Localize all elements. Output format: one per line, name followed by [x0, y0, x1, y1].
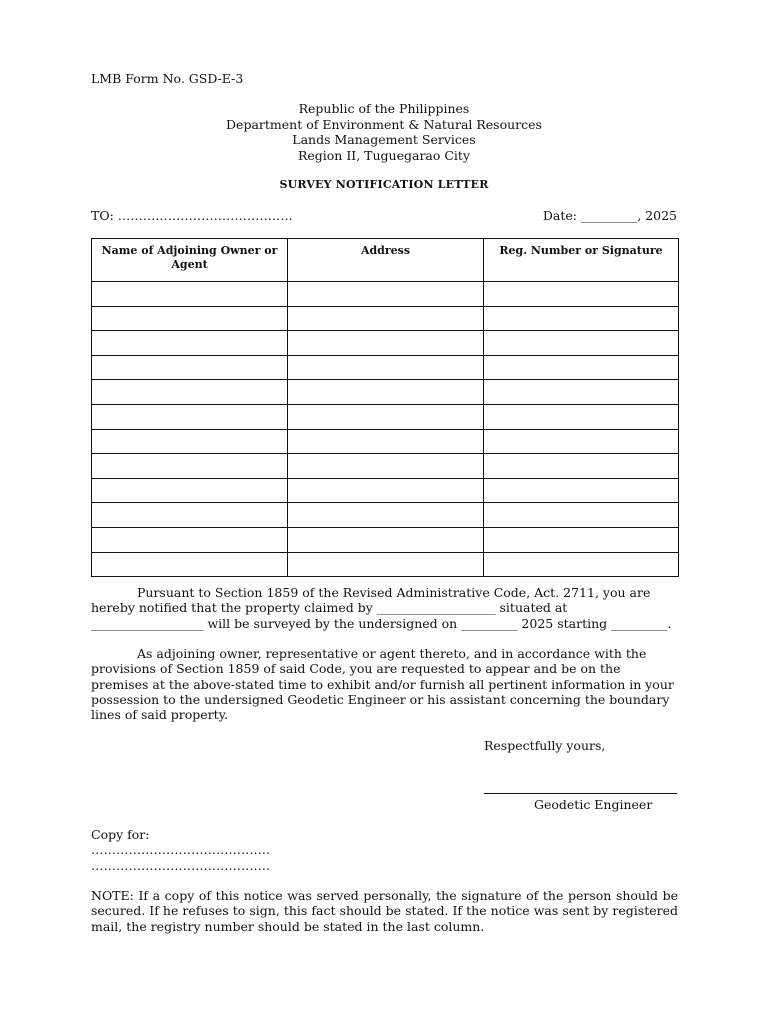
address-cell[interactable]: [288, 429, 484, 454]
signatory-title: Geodetic Engineer: [534, 797, 653, 812]
copy-for-section: [91, 827, 270, 873]
signature-cell[interactable]: [484, 527, 679, 552]
address-cell[interactable]: [288, 478, 484, 503]
signature-cell[interactable]: [484, 380, 679, 405]
name-cell[interactable]: [92, 404, 288, 429]
signature-cell[interactable]: [484, 503, 679, 528]
name-cell[interactable]: [92, 552, 288, 577]
notice-paragraph-text: Pursuant to Section 1859 of the Revised Administrative Code, Act. 2711, you are hereby notified that the property claimed by ___________________ situated at __________________ will be surveyed by the undersigned on _________ 2025 starting _________.: [91, 585, 672, 631]
table-row: [92, 503, 679, 528]
signature-cell[interactable]: [484, 355, 679, 380]
table-row: [92, 380, 679, 405]
notice-paragraph: [91, 585, 678, 631]
copy-for-line-2: …………………………………….: [91, 857, 270, 873]
table-row: [92, 429, 679, 454]
name-cell[interactable]: [92, 306, 288, 331]
header-line-republic: Republic of the Philippines: [298, 101, 470, 116]
table-row: [92, 552, 679, 577]
name-cell[interactable]: [92, 380, 288, 405]
signature-cell[interactable]: [484, 429, 679, 454]
name-cell[interactable]: [92, 355, 288, 380]
address-cell[interactable]: [288, 503, 484, 528]
signature-cell[interactable]: [484, 306, 679, 331]
column-header-name: Name of Adjoining Owner or Agent: [92, 239, 288, 282]
header-line-region: Region II, Tuguegarao City: [297, 147, 471, 163]
header-line-department: Department of Environment & Natural Resources: [226, 116, 542, 132]
column-header-address: Address: [288, 239, 484, 282]
table-row: [92, 355, 679, 380]
date-field: Date: _________, 2025: [542, 208, 677, 223]
address-cell[interactable]: [288, 331, 484, 356]
address-cell[interactable]: [288, 454, 484, 479]
name-cell[interactable]: [92, 429, 288, 454]
document-title: SURVEY NOTIFICATION LETTER: [279, 178, 489, 191]
request-paragraph: [91, 646, 678, 722]
address-cell[interactable]: [288, 306, 484, 331]
table-row: [92, 282, 679, 307]
signature-line: [484, 793, 677, 794]
address-cell[interactable]: [288, 404, 484, 429]
name-cell[interactable]: [92, 454, 288, 479]
name-cell[interactable]: [92, 282, 288, 307]
request-paragraph-text: As adjoining owner, representative or agent thereto, and in accordance with the provisions of Section 1859 of said Code, you are requested to appear and be on the premises at the above-stated time to exhibit and/or furnish all pertinent information in your possession to the undersigned Geodetic Engineer or his assistant concerning the boundary lines of said property.: [91, 646, 674, 723]
copy-for-label: Copy for:: [91, 827, 150, 842]
name-cell[interactable]: [92, 331, 288, 356]
name-cell[interactable]: [92, 478, 288, 503]
table-row: [92, 306, 679, 331]
table-row: [92, 331, 679, 356]
to-field: TO: ……………………………………: [91, 208, 293, 223]
note-paragraph: NOTE: If a copy of this notice was served personally, the signature of the person should be secured. If he refuses to sign, this fact should be stated. If the notice was sent by registered mail, the registry number should be stated in the last column.: [91, 888, 678, 934]
signature-cell[interactable]: [484, 282, 679, 307]
address-cell[interactable]: [288, 355, 484, 380]
agency-header: [0, 101, 768, 163]
address-cell[interactable]: [288, 527, 484, 552]
signature-cell[interactable]: [484, 331, 679, 356]
header-line-office: Lands Management Services: [292, 132, 476, 147]
signature-cell[interactable]: [484, 478, 679, 503]
name-cell[interactable]: [92, 527, 288, 552]
closing-salutation: Respectfully yours,: [484, 738, 606, 753]
table-row: [92, 454, 679, 479]
form-number: LMB Form No. GSD-E-3: [91, 71, 244, 86]
address-cell[interactable]: [288, 282, 484, 307]
name-cell[interactable]: [92, 503, 288, 528]
table-row: [92, 478, 679, 503]
address-cell[interactable]: [288, 552, 484, 577]
table-row: [92, 404, 679, 429]
table-body: [92, 282, 679, 577]
signature-cell[interactable]: [484, 454, 679, 479]
signature-cell[interactable]: [484, 404, 679, 429]
address-cell[interactable]: [288, 380, 484, 405]
table-row: [92, 527, 679, 552]
copy-for-line-1: …………………………………….: [91, 842, 270, 858]
signature-cell[interactable]: [484, 552, 679, 577]
adjoining-owners-table: [91, 238, 679, 577]
table-header-row: [92, 239, 679, 282]
column-header-signature: Reg. Number or Signature: [484, 239, 679, 282]
